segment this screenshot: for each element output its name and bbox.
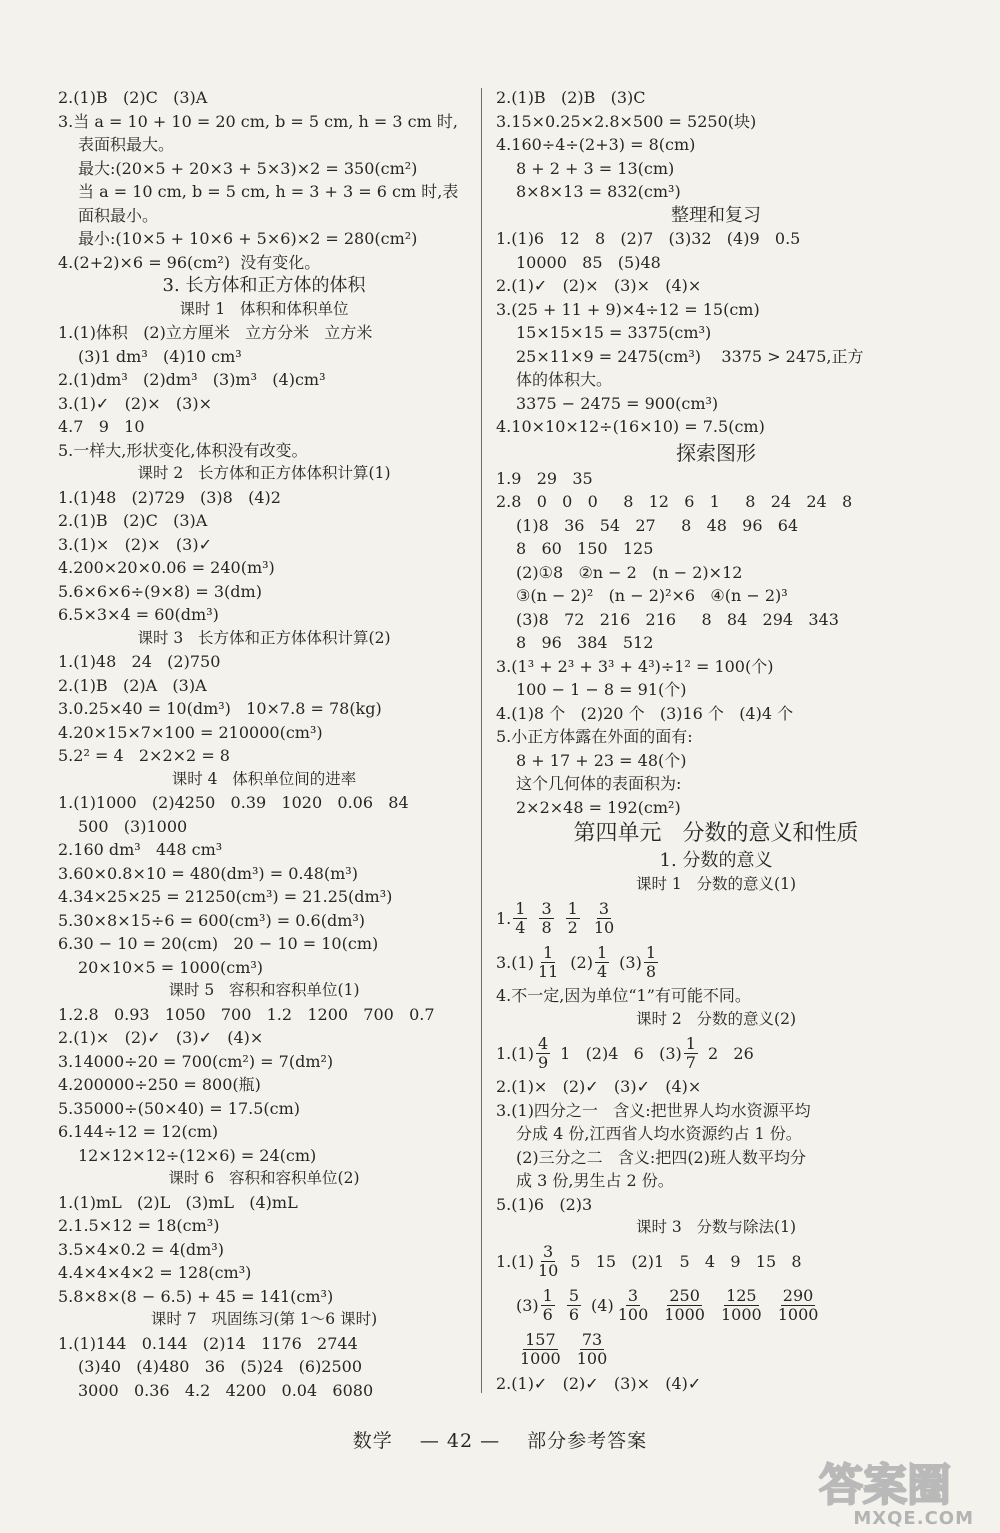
answer-line: 5.8×8×(8 − 6.5) + 45 = 141(cm³) bbox=[58, 1286, 334, 1306]
section-heading: 课时 5 容积和容积单位(1) bbox=[168, 981, 360, 999]
fraction: $\frac{3}{10}$ bbox=[537, 1242, 559, 1280]
answer-line: 20×10×5 = 1000(cm³) bbox=[78, 957, 264, 977]
section-heading: 3. 长方体和正方体的体积 bbox=[162, 275, 366, 296]
answer-line: 3.(1)✓ (2)× (3)× bbox=[58, 393, 212, 413]
answer-line: 1.(1)48 24 (2)750 bbox=[58, 652, 221, 671]
answer-line: 3.当 a = 10 + 10 = 20 cm, b = 5 cm, h = 3 cm 时, bbox=[58, 111, 458, 131]
fraction: $\frac{3}{10}$ bbox=[593, 898, 615, 937]
answer-line: 3.15×0.25×2.8×500 = 5250(块) bbox=[496, 111, 757, 131]
answer-line: 3.(1)× (2)× (3)✓ bbox=[58, 534, 212, 554]
answer-line: 2.(1)× (2)✓ (3)✓ (4)× bbox=[496, 1077, 702, 1096]
answer-line: 8 + 17 + 23 = 48(个) bbox=[516, 750, 687, 770]
answer-line: 2.(1)B (2)B (3)C bbox=[496, 88, 646, 107]
answer-line: 3375 − 2475 = 900(cm³) bbox=[516, 393, 719, 413]
answer-line: 这个几何体的表面积为: bbox=[516, 774, 682, 793]
fraction: $\frac{250}{1000}$ bbox=[664, 1286, 705, 1324]
fraction: $\frac{1}{2}$ bbox=[567, 898, 578, 937]
footer-subject: 数学 bbox=[352, 1430, 393, 1452]
answer-line: 3.14000÷20 = 700(cm²) = 7(dm²) bbox=[58, 1051, 334, 1071]
section-heading: 探索图形 bbox=[676, 440, 756, 465]
fraction: $\frac{5}{6}$ bbox=[568, 1286, 580, 1324]
page-number: — 42 — bbox=[419, 1430, 501, 1452]
answer-line: 8 + 2 + 3 = 13(cm) bbox=[516, 158, 675, 178]
fraction-answer-row: 1. $\frac{1}{4}$ $\frac{3}{8}$ $\frac{1}{2}$ $\frac{3}{10}$ bbox=[496, 898, 615, 937]
section-heading: 课时 2 长方体和正方体体积计算(1) bbox=[137, 464, 391, 482]
fraction-answer-row bbox=[496, 1328, 936, 1372]
column-divider bbox=[481, 88, 482, 1393]
answer-line: 5.一样大,形状变化,体积没有改变。 bbox=[58, 440, 308, 460]
fraction: $\frac{4}{9}$ bbox=[537, 1033, 549, 1072]
section-heading: 课时 7 巩固练习(第 1～6 课时) bbox=[150, 1310, 378, 1328]
answer-line: 6.144÷12 = 12(cm) bbox=[58, 1122, 219, 1141]
answer-line: 4.20×15×7×100 = 210000(cm³) bbox=[58, 722, 323, 742]
answer-line: 4.200×20×0.06 = 240(m³) bbox=[58, 558, 275, 577]
answer-line: 10000 85 (5)48 bbox=[516, 252, 661, 272]
answer-line: 2.(1)× (2)✓ (3)✓ (4)× bbox=[58, 1028, 264, 1047]
section-heading: 第四单元 分数的意义和性质 bbox=[573, 821, 859, 846]
answer-line: 4.10×10×12÷(16×10) = 7.5(cm) bbox=[496, 417, 765, 436]
fraction-answer-row: (3) $\frac{1}{6}$ $\frac{5}{6}$ (4) $\frac{3}{100}$ $\frac{250}{1000}$ $\frac{125}{1000}$ $\frac{290}{1000}$ bbox=[516, 1286, 819, 1324]
left-column bbox=[58, 86, 470, 1402]
watermark-mark: 答案圈 bbox=[819, 1460, 951, 1511]
answer-line: ③(n − 2)² (n − 2)²×6 ④(n − 2)³ bbox=[516, 586, 788, 605]
answer-line: 100 − 1 − 8 = 91(个) bbox=[516, 680, 687, 699]
answer-line: 2.(1)B (2)C (3)A bbox=[58, 88, 208, 107]
answer-line: 体的体积大。 bbox=[516, 370, 613, 389]
answer-line: 8 96 384 512 bbox=[516, 633, 654, 652]
answer-line: 5.35000÷(50×40) = 17.5(cm) bbox=[58, 1098, 300, 1118]
answer-line: 3000 0.36 4.2 4200 0.04 6080 bbox=[78, 1380, 374, 1400]
answer-line: 4.(2+2)×6 = 96(cm²) 没有变化。 bbox=[58, 252, 321, 272]
answer-line: (1)8 36 54 27 8 48 96 64 bbox=[516, 515, 799, 535]
answer-line: 1.(1)1000 (2)4250 0.39 1020 0.06 84 bbox=[58, 793, 409, 812]
fraction: $\frac{1}{4}$ bbox=[596, 942, 608, 981]
section-heading: 课时 1 体积和体积单位 bbox=[179, 299, 349, 318]
answer-line: 500 (3)1000 bbox=[78, 816, 188, 836]
answer-line: 2.(1)dm³ (2)dm³ (3)m³ (4)cm³ bbox=[58, 370, 326, 389]
fraction-answer-row: 1.(1) $\frac{3}{10}$ 5 15 (2)1 5 4 9 15 8 bbox=[496, 1242, 802, 1280]
answer-line: 5.小正方体露在外面的面有: bbox=[496, 727, 693, 746]
answer-line: 8 60 150 125 bbox=[516, 539, 654, 558]
answer-line: 8×8×13 = 832(cm³) bbox=[516, 182, 681, 201]
fraction: $\frac{125}{1000}$ bbox=[720, 1286, 762, 1324]
answer-line: 2.1.5×12 = 18(cm³) bbox=[58, 1216, 220, 1235]
answer-line: 25×11×9 = 2475(cm³) 3375 > 2475,正方 bbox=[516, 346, 864, 366]
answer-line: 5.2² = 4 2×2×2 = 8 bbox=[58, 746, 230, 765]
answer-line: 3.0.25×40 = 10(dm³) 10×7.8 = 78(kg) bbox=[58, 699, 382, 718]
answer-line: (3)40 (4)480 36 (5)24 (6)2500 bbox=[78, 1357, 363, 1376]
answer-line: 表面积最大。 bbox=[78, 135, 175, 154]
answer-line: 5.(1)6 (2)3 bbox=[496, 1194, 593, 1214]
answer-line: 1.(1)mL (2)L (3)mL (4)mL bbox=[58, 1192, 298, 1212]
answer-line: 1.(1)48 (2)729 (3)8 (4)2 bbox=[58, 487, 281, 507]
answer-line: 1.(1)6 12 8 (2)7 (3)32 (4)9 0.5 bbox=[496, 229, 801, 248]
answer-line: 3.(25 + 11 + 9)×4÷12 = 15(cm) bbox=[496, 299, 760, 319]
fraction: $\frac{290}{1000}$ bbox=[777, 1286, 819, 1324]
answer-line: 4.(1)8 个 (2)20 个 (3)16 个 (4)4 个 bbox=[496, 703, 794, 723]
answer-line: (2)三分之二 含义:把四(2)班人数平均分 bbox=[516, 1147, 806, 1167]
answer-line: 4.7 9 10 bbox=[58, 417, 145, 436]
answer-line: 2.(1)B (2)A (3)A bbox=[58, 675, 207, 695]
section-heading: 课时 1 分数的意义(1) bbox=[635, 874, 797, 893]
answer-line: 3.60×0.8×10 = 480(dm³) = 0.48(m³) bbox=[58, 863, 358, 883]
section-heading: 课时 4 体积单位间的进率 bbox=[171, 769, 357, 788]
answer-line: (3)1 dm³ (4)10 cm³ bbox=[78, 346, 242, 366]
answer-line: 2.160 dm³ 448 cm³ bbox=[58, 840, 223, 859]
lesson-heading: 课时 2 分数的意义(2) bbox=[635, 1009, 797, 1028]
answer-line: (3)8 72 216 216 8 84 294 343 bbox=[516, 609, 839, 629]
fraction-answer-row: 3.(1) $\frac{1}{11}$ (2) $\frac{1}{4}$ (3) $\frac{1}{8}$ bbox=[496, 942, 657, 981]
answer-line: 6.30 − 10 = 20(cm) 20 − 10 = 10(cm) bbox=[58, 934, 379, 953]
watermark-text: MXQE.COM bbox=[853, 1508, 974, 1529]
answer-line: 4.160÷4÷(2+3) = 8(cm) bbox=[496, 135, 696, 154]
fraction: $\frac{1}{6}$ bbox=[542, 1286, 553, 1324]
answer-line: 1.2.8 0.93 1050 700 1.2 1200 700 0.7 bbox=[58, 1004, 435, 1024]
right-column bbox=[496, 86, 936, 1395]
answer-line: 当 a = 10 cm, b = 5 cm, h = 3 + 3 = 6 cm 时,表 bbox=[78, 182, 459, 201]
answer-line: 3.(1)四分之一 含义:把世界人均水资源平均 bbox=[496, 1100, 811, 1120]
fraction: $\frac{73}{100}$ bbox=[576, 1330, 608, 1368]
answer-line: 4.200000÷250 = 800(瓶) bbox=[58, 1075, 261, 1094]
footer-label: 部分参考答案 bbox=[527, 1430, 648, 1452]
answer-line: 4.34×25×25 = 21250(cm³) = 21.25(dm³) bbox=[58, 887, 393, 906]
fraction: $\frac{3}{8}$ bbox=[541, 898, 552, 937]
fraction: $\frac{1}{8}$ bbox=[645, 942, 657, 981]
answer-line: 分成 4 份,江西省人均水资源约占 1 份。 bbox=[516, 1124, 802, 1143]
answer-line: 4.不一定,因为单位“1”有可能不同。 bbox=[496, 986, 751, 1005]
answer-line: 1.9 29 35 bbox=[496, 468, 593, 488]
answer-line: 最大:(20×5 + 20×3 + 5×3)×2 = 350(cm²) bbox=[78, 158, 418, 178]
fraction-answer-row: 1.(1) $\frac{4}{9}$ 1 (2)4 6 (3) $\frac{1}{7}$ 2 26 bbox=[496, 1033, 754, 1072]
answer-line: 6.5×3×4 = 60(dm³) bbox=[58, 605, 219, 624]
answer-line: 2×2×48 = 192(cm²) bbox=[516, 797, 681, 817]
answer-line: 12×12×12÷(12×6) = 24(cm) bbox=[78, 1145, 317, 1165]
answer-line: 2.(1)✓ (2)✓ (3)× (4)✓ bbox=[496, 1373, 702, 1393]
section-heading: 1. 分数的意义 bbox=[659, 850, 773, 871]
answer-line: 5.6×6×6÷(9×8) = 3(dm) bbox=[58, 581, 262, 601]
answer-line: 1.(1)144 0.144 (2)14 1176 2744 bbox=[58, 1333, 358, 1353]
answer-line: 成 3 份,男生占 2 份。 bbox=[516, 1171, 674, 1190]
answer-line: 2.8 0 0 0 8 12 6 1 8 24 24 8 bbox=[496, 492, 853, 511]
section-heading: 课时 3 长方体和正方体体积计算(2) bbox=[137, 628, 391, 647]
section-heading: 整理和复习 bbox=[671, 204, 761, 226]
fraction: $\frac{157}{1000}$ bbox=[520, 1330, 561, 1368]
answer-line: 2.(1)B (2)C (3)A bbox=[58, 511, 208, 530]
answer-line: 3.(1³ + 2³ + 3³ + 4³)÷1² = 100(个) bbox=[496, 656, 774, 676]
answer-line: (2)①8 ②n − 2 (n − 2)×12 bbox=[516, 562, 743, 582]
fraction: $\frac{1}{4}$ bbox=[515, 898, 526, 937]
section-heading: 课时 3 分数与除法(1) bbox=[635, 1218, 797, 1236]
answer-line: 5.30×8×15÷6 = 600(cm³) = 0.6(dm³) bbox=[58, 910, 366, 930]
fraction: $\frac{3}{100}$ bbox=[617, 1286, 649, 1324]
section-heading: 课时 6 容积和容积单位(2) bbox=[168, 1169, 360, 1187]
answer-line: 面积最小。 bbox=[78, 205, 159, 225]
answer-line: 3.5×4×0.2 = 4(dm³) bbox=[58, 1239, 224, 1259]
fraction: $\frac{1}{7}$ bbox=[685, 1033, 696, 1072]
answer-line: 2.(1)✓ (2)× (3)× (4)× bbox=[496, 276, 702, 295]
answer-line: 最小:(10×5 + 10×6 + 5×6)×2 = 280(cm²) bbox=[78, 229, 418, 248]
fraction: $\frac{1}{11}$ bbox=[537, 942, 559, 981]
answer-line: 15×15×15 = 3375(cm³) bbox=[516, 323, 712, 342]
answer-line: 1.(1)体积 (2)立方厘米 立方分米 立方米 bbox=[58, 323, 373, 342]
answer-line: 4.4×4×4×2 = 128(cm³) bbox=[58, 1263, 252, 1282]
